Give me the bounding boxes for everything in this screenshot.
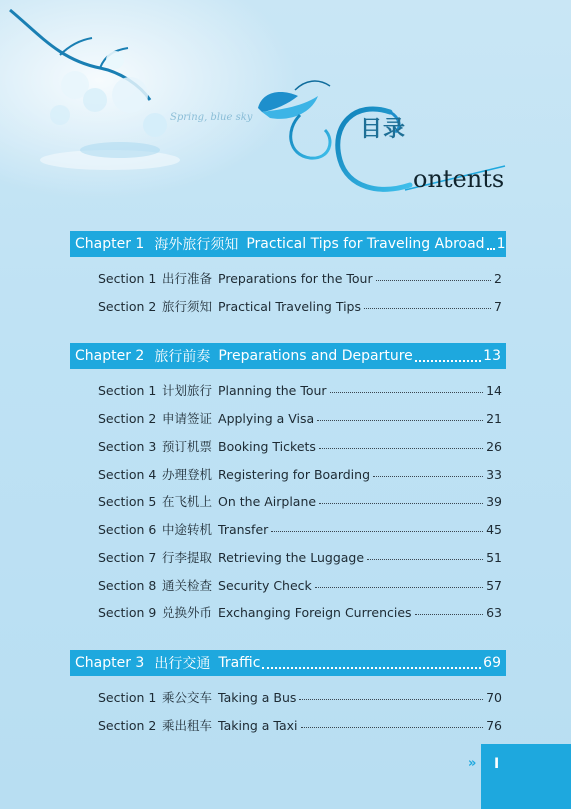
chapter-page: 1 [496, 236, 506, 252]
section-title-en: Planning the Tour [218, 382, 327, 398]
section-page: 21 [486, 410, 502, 426]
double-chevron-icon: » [468, 756, 477, 771]
section-title-cn: 计划旅行 [162, 383, 213, 398]
section-title-cn: 乘公交车 [162, 690, 213, 705]
section-title-en: Applying a Visa [218, 410, 315, 426]
toc-section-row[interactable] [98, 576, 502, 594]
toc-section-row[interactable] [98, 381, 502, 399]
section-number: Section 2 [98, 717, 157, 733]
leader-dots [364, 298, 491, 309]
section-title-en: On the Airplane [218, 493, 317, 509]
chapter-title-en: Preparations and Departure [218, 348, 413, 364]
chapter-3-entry[interactable] [70, 650, 506, 676]
section-title-en: Taking a Bus [218, 689, 297, 705]
section-page: 63 [486, 604, 502, 620]
chapter-title-cn: 旅行前奏 [154, 349, 211, 365]
leader-dots [319, 493, 483, 504]
section-number: Section 4 [98, 466, 157, 482]
toc-section-row[interactable] [98, 297, 502, 315]
chapter-title-cn: 出行交通 [154, 656, 211, 672]
section-title-cn: 中途转机 [162, 522, 213, 537]
section-title-en: Transfer [218, 521, 269, 537]
section-title-cn: 在飞机上 [162, 494, 213, 509]
section-number: Section 9 [98, 604, 157, 620]
section-title-cn: 申请签证 [162, 411, 213, 426]
section-page: 45 [486, 521, 502, 537]
section-number: Section 1 [98, 382, 157, 398]
chapter-number: Chapter 3 [75, 655, 145, 671]
chapter-title-en: Practical Tips for Traveling Abroad [246, 236, 485, 252]
section-number: Section 8 [98, 577, 157, 593]
page-number-tab [481, 744, 571, 809]
section-number: Section 2 [98, 410, 157, 426]
section-page: 57 [486, 577, 502, 593]
toc-section-row[interactable] [98, 465, 502, 483]
section-title-en: Preparations for the Tour [218, 270, 373, 286]
section-number: Section 2 [98, 298, 157, 314]
toc-section-row[interactable] [98, 688, 502, 706]
toc-section-row[interactable] [98, 269, 502, 287]
section-number: Section 5 [98, 493, 157, 509]
leader-dots [376, 270, 491, 281]
chapter-page: 69 [483, 655, 501, 671]
leader-dots [415, 604, 484, 615]
section-page: 2 [494, 270, 502, 286]
section-title-en: Exchanging Foreign Currencies [218, 604, 412, 620]
section-page: 7 [494, 298, 502, 314]
section-title-en: Practical Traveling Tips [218, 298, 361, 314]
toc-section-row[interactable] [98, 603, 502, 621]
section-title-cn: 办理登机 [162, 467, 213, 482]
section-title-cn: 兑换外币 [162, 605, 213, 620]
section-title-cn: 出行准备 [162, 271, 213, 286]
contents-title-en: ontents [413, 165, 505, 193]
leader-dots [367, 549, 483, 560]
section-number: Section 6 [98, 521, 157, 537]
leader-dots [373, 466, 483, 477]
page-number: I [494, 756, 500, 772]
toc-section-row[interactable] [98, 520, 502, 538]
leader-dots [271, 521, 483, 532]
leader-dots [415, 346, 481, 362]
section-title-cn: 行李提取 [162, 550, 213, 565]
leader-dots [315, 577, 483, 588]
leader-dots [319, 438, 483, 449]
toc-section-row[interactable] [98, 548, 502, 566]
section-page: 14 [486, 382, 502, 398]
section-title-en: Retrieving the Luggage [218, 549, 365, 565]
chapter-number: Chapter 1 [75, 236, 145, 252]
section-page: 26 [486, 438, 502, 454]
section-page: 70 [486, 689, 502, 705]
section-number: Section 1 [98, 270, 157, 286]
section-title-en: Booking Tickets [218, 438, 316, 454]
toc-section-row[interactable] [98, 716, 502, 734]
section-page: 76 [486, 717, 502, 733]
chapter-number: Chapter 2 [75, 348, 145, 364]
chapter-title-cn: 海外旅行须知 [154, 237, 239, 253]
toc-section-row[interactable] [98, 409, 502, 427]
section-number: Section 7 [98, 549, 157, 565]
section-title-en: Taking a Taxi [218, 717, 298, 733]
section-number: Section 3 [98, 438, 157, 454]
section-title-en: Registering for Boarding [218, 466, 371, 482]
section-title-cn: 通关检查 [162, 578, 213, 593]
section-page: 33 [486, 466, 502, 482]
leader-dots [301, 717, 484, 728]
toc-section-row[interactable] [98, 437, 502, 455]
section-title-cn: 乘出租车 [162, 718, 213, 733]
section-number: Section 1 [98, 689, 157, 705]
decor-script-text: Spring, blue sky [170, 112, 253, 123]
section-title-cn: 旅行须知 [162, 299, 213, 314]
chapter-page: 13 [483, 348, 501, 364]
section-title-en: Security Check [218, 577, 312, 593]
leader-dots [299, 689, 483, 700]
leader-dots [330, 382, 484, 393]
contents-title-cn: 目录 [360, 117, 407, 142]
leader-dots [487, 234, 495, 250]
chapter-1-entry[interactable] [70, 231, 506, 257]
chapter-2-entry[interactable] [70, 343, 506, 369]
section-page: 51 [486, 549, 502, 565]
section-title-cn: 预订机票 [162, 439, 213, 454]
leader-dots [262, 653, 481, 669]
toc-section-row[interactable] [98, 492, 502, 510]
leader-dots [317, 410, 483, 421]
chapter-title-en: Traffic [218, 655, 261, 671]
section-page: 39 [486, 493, 502, 509]
